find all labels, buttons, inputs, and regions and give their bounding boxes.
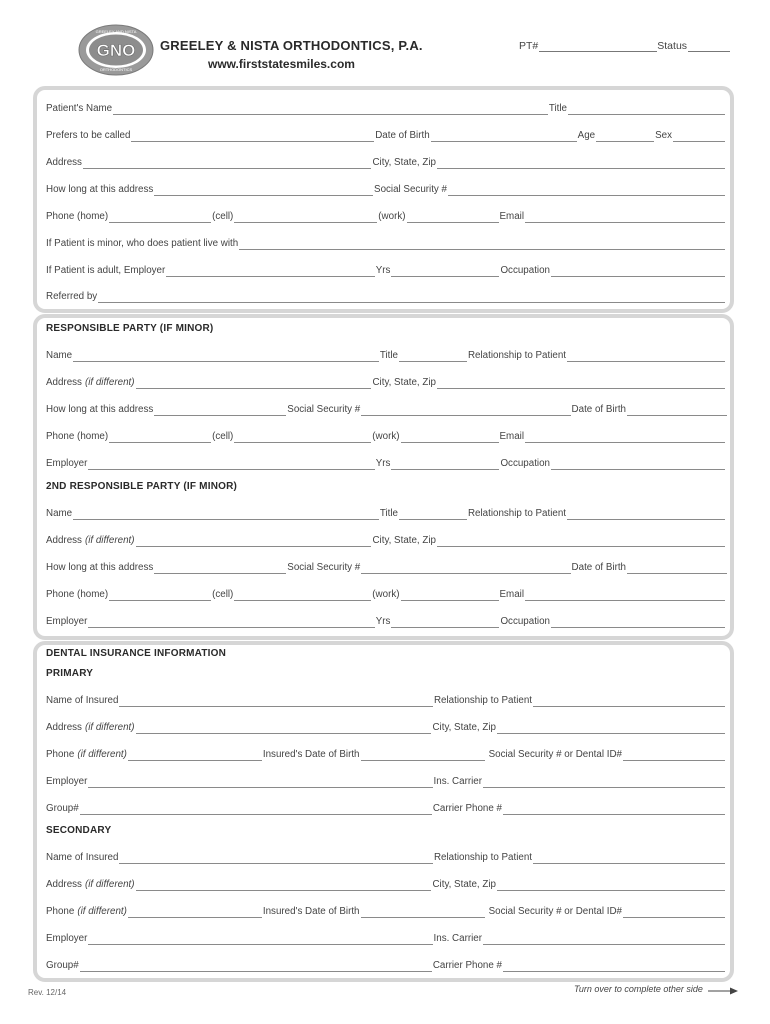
rp2-employer-row: [46, 614, 726, 628]
sec-ssn-line[interactable]: [623, 908, 725, 918]
prim-group-line[interactable]: [80, 805, 432, 815]
rp1-employer-line[interactable]: [88, 460, 374, 470]
status-label: Status: [657, 40, 688, 52]
prefers-label: Prefers to be called: [46, 130, 131, 141]
clinic-website: www.firststatesmiles.com: [208, 57, 355, 71]
sec-phone-row: [46, 904, 726, 918]
prim-group-row: [46, 801, 726, 815]
prim-carrier-phone-line[interactable]: [503, 805, 725, 815]
rp1-ssn-line[interactable]: [361, 406, 570, 416]
sec-insured-dob-label: Insured's Date of Birth: [262, 906, 360, 917]
patient-name-line[interactable]: [113, 105, 548, 115]
insurance-heading: DENTAL INSURANCE INFORMATION: [46, 648, 227, 659]
rp2-dob-label: Date of Birth: [571, 562, 626, 573]
sec-group-row: [46, 958, 726, 972]
rp1-yrs-line[interactable]: [391, 460, 499, 470]
rp1-relationship-label: Relationship to Patient: [467, 350, 566, 361]
rp1-title-line[interactable]: [399, 352, 467, 362]
rp1-city-label: City, State, Zip: [372, 377, 436, 388]
rp1-how-long-label: How long at this address: [46, 404, 154, 415]
rp1-city-line[interactable]: [437, 379, 725, 389]
rp2-address-line[interactable]: [136, 537, 372, 547]
rp1-address-row: [46, 375, 726, 389]
rp1-occupation-line[interactable]: [551, 460, 725, 470]
rp2-relationship-line[interactable]: [567, 510, 725, 520]
sec-address-line[interactable]: [136, 881, 432, 891]
prim-relationship-line[interactable]: [533, 697, 725, 707]
rp1-email-label: Email: [499, 431, 524, 442]
rp1-employer-row: [46, 456, 726, 470]
rp1-ssn-label: Social Security #: [287, 404, 361, 415]
prim-employer-label: Employer: [46, 776, 88, 787]
primary-heading: PRIMARY: [46, 668, 94, 679]
prim-phone-if-different: (if different): [77, 749, 127, 760]
rp2-email-line[interactable]: [525, 591, 725, 601]
rp2-title-label: Title: [379, 508, 398, 519]
sec-employer-label: Employer: [46, 933, 88, 944]
rp1-name-label: Name: [46, 350, 73, 361]
prim-relationship-label: Relationship to Patient: [433, 695, 532, 706]
logo-ring-top: GREELEY AND NISTA: [95, 29, 137, 34]
sec-group-label: Group#: [46, 960, 79, 971]
prefers-line[interactable]: [131, 132, 374, 142]
referred-line[interactable]: [98, 293, 725, 303]
prim-address-line[interactable]: [136, 724, 432, 734]
rp1-how-long-row: [46, 402, 728, 416]
prim-phone-row: [46, 747, 726, 761]
prim-group-label: Group#: [46, 803, 79, 814]
rp2-city-label: City, State, Zip: [372, 535, 436, 546]
prim-insured-label: Name of Insured: [46, 695, 119, 706]
prim-carrier-label: Ins. Carrier: [433, 776, 482, 787]
referred-label: Referred by: [46, 291, 98, 302]
rp2-work-label: (work): [372, 589, 400, 600]
rp2-ssn-label: Social Security #: [287, 562, 361, 573]
patient-email-label: Email: [499, 211, 524, 222]
prim-address-row: [46, 720, 726, 734]
prim-ssn-label: Social Security # or Dental ID#: [488, 749, 622, 760]
rp2-address-row: [46, 533, 726, 547]
prim-address-label: Address: [46, 722, 82, 733]
prim-insured-row: [46, 693, 726, 707]
sec-phone-if-different: (if different): [77, 906, 127, 917]
rp2-ssn-line[interactable]: [361, 564, 570, 574]
rp2-occupation-line[interactable]: [551, 618, 725, 628]
adult-employer-row: [46, 263, 726, 277]
revision-note: Rev. 12/14: [28, 988, 67, 997]
rp2-yrs-line[interactable]: [391, 618, 499, 628]
rp1-cell-label: (cell): [212, 431, 234, 442]
rp1-phone-row: [46, 429, 726, 443]
rp2-dob-line[interactable]: [627, 564, 727, 574]
sec-relationship-label: Relationship to Patient: [433, 852, 532, 863]
arrow-right-icon: [708, 984, 738, 998]
prim-if-different: (if different): [84, 722, 135, 733]
sex-label: Sex: [655, 130, 672, 141]
patient-how-long-row: [46, 182, 726, 196]
rp2-cell-label: (cell): [212, 589, 234, 600]
logo-ring-bottom: ORTHODONTICS: [99, 67, 133, 72]
rp2-phone-home-label: Phone (home): [46, 589, 109, 600]
rp2-work-line[interactable]: [401, 591, 499, 601]
turn-over-note: Turn over to complete other side: [574, 984, 703, 994]
prim-carrier-phone-label: Carrier Phone #: [432, 803, 502, 814]
responsible-heading: RESPONSIBLE PARTY (IF MINOR): [46, 323, 214, 334]
adult-yrs-line[interactable]: [391, 267, 499, 277]
minor-live-row: [46, 236, 726, 250]
rp2-name-row: [46, 506, 726, 520]
clinic-name: GREELEY & NISTA ORTHODONTICS, P.A.: [160, 38, 423, 53]
prim-insured-dob-label: Insured's Date of Birth: [262, 749, 360, 760]
sex-line[interactable]: [673, 132, 725, 142]
rp2-occupation-label: Occupation: [500, 616, 550, 627]
adult-employer-line[interactable]: [166, 267, 374, 277]
sec-carrier-phone-label: Carrier Phone #: [432, 960, 502, 971]
pt-number-field: [519, 40, 730, 52]
patient-dob-line[interactable]: [431, 132, 577, 142]
patient-cell-label: (cell): [212, 211, 234, 222]
rp1-name-line[interactable]: [73, 352, 379, 362]
patient-work-label: (work): [378, 211, 406, 222]
rp2-how-long-row: [46, 560, 728, 574]
patient-cell-line[interactable]: [234, 213, 377, 223]
adult-occupation-label: Occupation: [500, 265, 550, 276]
patient-city-line[interactable]: [437, 159, 725, 169]
age-label: Age: [577, 130, 596, 141]
sec-ssn-label: Social Security # or Dental ID#: [488, 906, 622, 917]
sec-insured-line[interactable]: [119, 854, 433, 864]
prim-insured-line[interactable]: [119, 697, 433, 707]
prim-phone-label: Phone: [46, 749, 75, 760]
sec-carrier-phone-line[interactable]: [503, 962, 725, 972]
patient-phone-home-line[interactable]: [109, 213, 211, 223]
rp2-title-line[interactable]: [399, 510, 467, 520]
sec-group-line[interactable]: [80, 962, 432, 972]
rp1-name-row: [46, 348, 726, 362]
sec-carrier-label: Ins. Carrier: [433, 933, 482, 944]
prim-insured-dob-line[interactable]: [361, 751, 485, 761]
status-line[interactable]: [688, 41, 730, 52]
sec-insured-row: [46, 850, 726, 864]
patient-dob-label: Date of Birth: [375, 130, 430, 141]
patient-address-line[interactable]: [83, 159, 372, 169]
sec-relationship-line[interactable]: [533, 854, 725, 864]
prim-phone-line[interactable]: [128, 751, 262, 761]
rp1-relationship-line[interactable]: [567, 352, 725, 362]
pt-number-line[interactable]: [539, 41, 657, 52]
prefers-row: [46, 128, 726, 142]
gno-logo: [78, 24, 154, 76]
sec-carrier-line[interactable]: [483, 935, 725, 945]
sec-phone-line[interactable]: [128, 908, 262, 918]
rp2-how-long-label: How long at this address: [46, 562, 154, 573]
prim-employer-row: [46, 774, 726, 788]
rp2-name-label: Name: [46, 508, 73, 519]
rp2-city-line[interactable]: [437, 537, 725, 547]
rp1-phone-home-line[interactable]: [109, 433, 211, 443]
patient-ssn-line[interactable]: [448, 186, 725, 196]
rp1-email-line[interactable]: [525, 433, 725, 443]
rp1-dob-label: Date of Birth: [571, 404, 626, 415]
patient-phone-home-label: Phone (home): [46, 211, 109, 222]
patient-address-label: Address: [46, 157, 82, 168]
prim-city-label: City, State, Zip: [432, 722, 496, 733]
rp2-phone-row: [46, 587, 726, 601]
sec-address-label: Address: [46, 879, 82, 890]
patient-how-long-line[interactable]: [154, 186, 373, 196]
age-line[interactable]: [596, 132, 654, 142]
patient-name-row: [46, 101, 726, 115]
prim-employer-line[interactable]: [88, 778, 432, 788]
sec-insured-label: Name of Insured: [46, 852, 119, 863]
adult-employer-label: If Patient is adult, Employer: [46, 265, 166, 276]
secondary-heading: SECONDARY: [46, 825, 112, 836]
rp2-phone-home-line[interactable]: [109, 591, 211, 601]
prim-city-line[interactable]: [497, 724, 725, 734]
rp2-how-long-line[interactable]: [154, 564, 286, 574]
rp2-if-different: (if different): [84, 535, 135, 546]
patient-title-label: Title: [548, 103, 567, 114]
rp2-employer-line[interactable]: [88, 618, 374, 628]
patient-city-label: City, State, Zip: [372, 157, 436, 168]
patient-info-section: [33, 86, 734, 313]
patient-address-row: [46, 155, 726, 169]
rp1-how-long-line[interactable]: [154, 406, 286, 416]
rp2-cell-line[interactable]: [234, 591, 371, 601]
rp1-employer-label: Employer: [46, 458, 88, 469]
rp2-relationship-label: Relationship to Patient: [467, 508, 566, 519]
patient-name-label: Patient's Name: [46, 103, 113, 114]
patient-ssn-label: Social Security #: [374, 184, 447, 195]
sec-insured-dob-line[interactable]: [361, 908, 485, 918]
rp1-if-different: (if different): [84, 377, 135, 388]
patient-how-long-label: How long at this address: [46, 184, 154, 195]
rp1-cell-line[interactable]: [234, 433, 371, 443]
logo-letters: GNO: [96, 41, 136, 60]
patient-work-line[interactable]: [407, 213, 499, 223]
rp1-work-line[interactable]: [401, 433, 499, 443]
adult-yrs-label: Yrs: [375, 265, 391, 276]
patient-title-line[interactable]: [568, 105, 725, 115]
rp1-title-label: Title: [379, 350, 398, 361]
patient-email-line[interactable]: [525, 213, 725, 223]
sec-city-label: City, State, Zip: [432, 879, 496, 890]
minor-live-label: If Patient is minor, who does patient live with: [46, 238, 239, 249]
rp1-occupation-label: Occupation: [500, 458, 550, 469]
sec-city-line[interactable]: [497, 881, 725, 891]
patient-phone-row: [46, 209, 726, 223]
rp1-yrs-label: Yrs: [375, 458, 391, 469]
rp1-phone-home-label: Phone (home): [46, 431, 109, 442]
rp1-address-line[interactable]: [136, 379, 372, 389]
responsible2-heading: 2ND RESPONSIBLE PARTY (IF MINOR): [46, 481, 238, 492]
sec-phone-label: Phone: [46, 906, 75, 917]
rp2-address-label: Address: [46, 535, 82, 546]
sec-if-different: (if different): [84, 879, 135, 890]
prim-ssn-line[interactable]: [623, 751, 725, 761]
rp2-employer-label: Employer: [46, 616, 88, 627]
rp1-work-label: (work): [372, 431, 400, 442]
rp1-dob-line[interactable]: [627, 406, 727, 416]
prim-carrier-line[interactable]: [483, 778, 725, 788]
rp2-name-line[interactable]: [73, 510, 379, 520]
sec-employer-line[interactable]: [88, 935, 432, 945]
referred-row: [46, 289, 726, 303]
minor-live-line[interactable]: [239, 240, 725, 250]
rp2-email-label: Email: [499, 589, 524, 600]
rp2-yrs-label: Yrs: [375, 616, 391, 627]
sec-address-row: [46, 877, 726, 891]
rp1-address-label: Address: [46, 377, 82, 388]
adult-occupation-line[interactable]: [551, 267, 725, 277]
pt-number-label: PT#: [519, 40, 539, 52]
sec-employer-row: [46, 931, 726, 945]
